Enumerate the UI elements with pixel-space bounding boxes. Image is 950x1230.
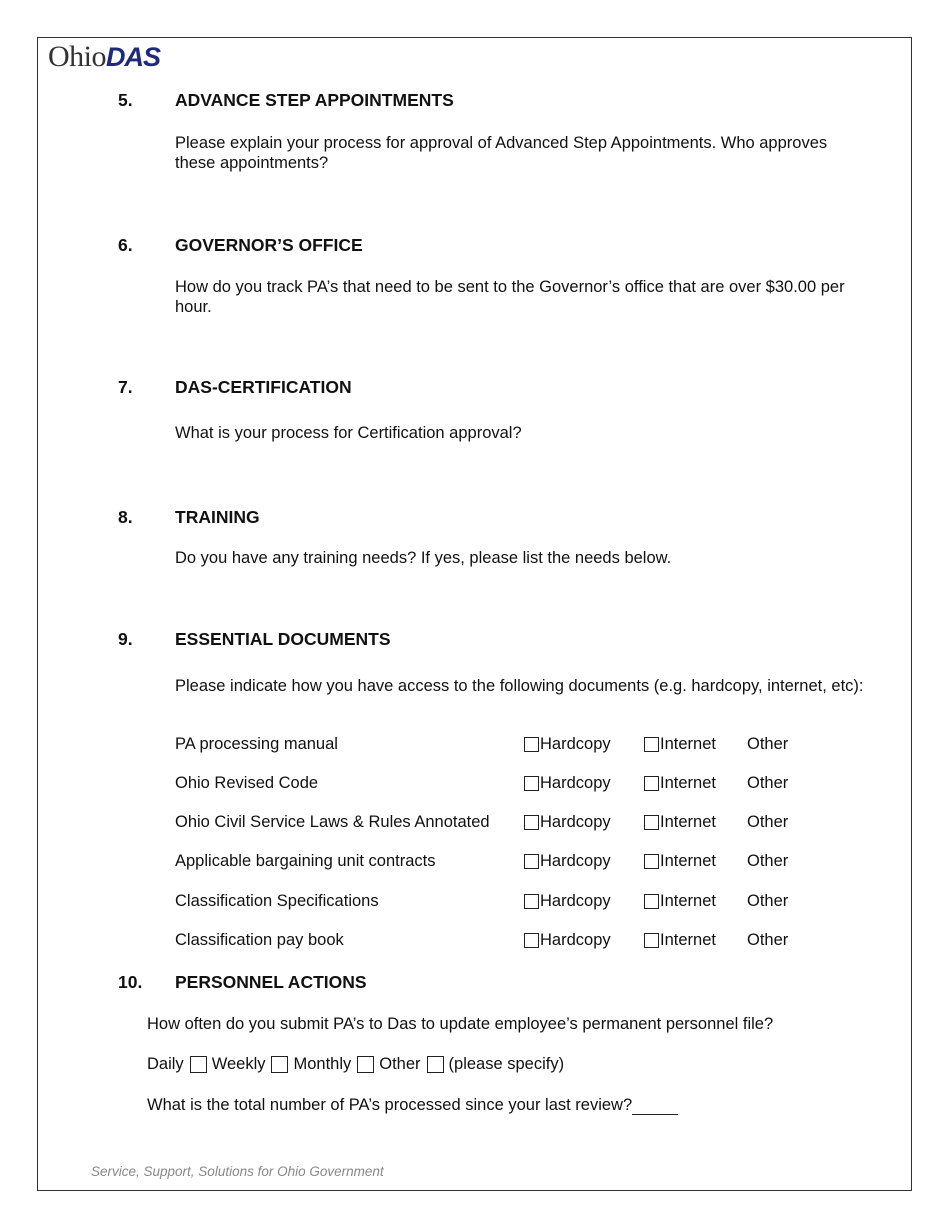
- ohio-das-logo: [48, 40, 161, 73]
- internet-label: Internet: [660, 735, 716, 753]
- section-7-number: 7.: [118, 377, 133, 397]
- document-name: Classification Specifications: [175, 892, 379, 910]
- logo-das-text: DAS: [106, 42, 161, 72]
- section-5-heading: ADVANCE STEP APPOINTMENTS: [175, 90, 454, 110]
- hardcopy-label: Hardcopy: [540, 892, 611, 910]
- hardcopy-label: Hardcopy: [540, 735, 611, 753]
- internet-checkbox[interactable]: [644, 776, 659, 791]
- internet-checkbox[interactable]: [644, 854, 659, 869]
- other-label: Other: [747, 774, 789, 792]
- hardcopy-label: Hardcopy: [540, 774, 611, 792]
- internet-label: Internet: [660, 852, 716, 870]
- hardcopy-option[interactable]: [524, 851, 611, 871]
- total-pa-question-text: What is the total number of PA’s processed since your last review?: [147, 1096, 633, 1114]
- daily-checkbox[interactable]: [190, 1056, 207, 1073]
- section-7-text: What is your process for Certification approval?: [175, 424, 522, 442]
- hardcopy-option[interactable]: [524, 734, 611, 754]
- total-pa-question: [147, 1095, 678, 1115]
- document-name: Classification pay book: [175, 931, 344, 949]
- internet-option[interactable]: [644, 812, 716, 832]
- section-10-number: 10.: [118, 972, 143, 992]
- logo-ohio-text: Ohio: [48, 40, 106, 73]
- internet-checkbox[interactable]: [644, 933, 659, 948]
- internet-label: Internet: [660, 892, 716, 910]
- section-5-text: Please explain your process for approval of Advanced Step Appointments. Who approves these appointments?: [175, 134, 828, 172]
- hardcopy-label: Hardcopy: [540, 813, 611, 831]
- section-6-heading: GOVERNOR’S OFFICE: [175, 235, 363, 255]
- frequency-options: [147, 1054, 564, 1074]
- weekly-checkbox[interactable]: [271, 1056, 288, 1073]
- hardcopy-checkbox[interactable]: [524, 776, 539, 791]
- section-9-heading: ESSENTIAL DOCUMENTS: [175, 629, 391, 649]
- section-10-text: How often do you submit PA’s to Das to update employee’s permanent personnel file?: [147, 1015, 774, 1033]
- hardcopy-checkbox[interactable]: [524, 737, 539, 752]
- internet-option[interactable]: [644, 773, 716, 793]
- monthly-label: Monthly: [293, 1055, 352, 1073]
- internet-checkbox[interactable]: [644, 894, 659, 909]
- section-6-text: How do you track PA’s that need to be sent to the Governor’s office that are over $30.00 per hour.: [175, 278, 845, 316]
- section-9-text: Please indicate how you have access to the following documents (e.g. hardcopy, internet, etc):: [175, 677, 864, 695]
- section-5-number: 5.: [118, 90, 133, 110]
- other-frequency-label: Other: [379, 1055, 421, 1073]
- hardcopy-option[interactable]: [524, 812, 611, 832]
- section-9-number: 9.: [118, 629, 133, 649]
- hardcopy-option[interactable]: [524, 773, 611, 793]
- footer-tagline: Service, Support, Solutions for Ohio Government: [91, 1164, 384, 1179]
- please-specify-label: (please specify): [448, 1055, 565, 1073]
- other-label: Other: [747, 931, 789, 949]
- internet-label: Internet: [660, 931, 716, 949]
- internet-label: Internet: [660, 813, 716, 831]
- section-8-text: Do you have any training needs? If yes, please list the needs below.: [175, 549, 672, 567]
- hardcopy-checkbox[interactable]: [524, 815, 539, 830]
- hardcopy-checkbox[interactable]: [524, 894, 539, 909]
- internet-label: Internet: [660, 774, 716, 792]
- section-8-heading: TRAINING: [175, 507, 260, 527]
- daily-label: Daily: [147, 1055, 184, 1073]
- hardcopy-checkbox[interactable]: [524, 854, 539, 869]
- internet-option[interactable]: [644, 891, 716, 911]
- hardcopy-checkbox[interactable]: [524, 933, 539, 948]
- hardcopy-option[interactable]: [524, 891, 611, 911]
- document-name: Applicable bargaining unit contracts: [175, 852, 436, 870]
- monthly-checkbox[interactable]: [357, 1056, 374, 1073]
- total-pa-answer-blank[interactable]: [632, 1099, 678, 1115]
- hardcopy-label: Hardcopy: [540, 931, 611, 949]
- section-7-heading: DAS-CERTIFICATION: [175, 377, 352, 397]
- section-10-heading: PERSONNEL ACTIONS: [175, 972, 367, 992]
- other-label: Other: [747, 813, 789, 831]
- section-6-number: 6.: [118, 235, 133, 255]
- internet-checkbox[interactable]: [644, 815, 659, 830]
- section-8-number: 8.: [118, 507, 133, 527]
- hardcopy-option[interactable]: [524, 930, 611, 950]
- other-frequency-checkbox[interactable]: [427, 1056, 444, 1073]
- internet-checkbox[interactable]: [644, 737, 659, 752]
- internet-option[interactable]: [644, 851, 716, 871]
- internet-option[interactable]: [644, 734, 716, 754]
- other-label: Other: [747, 852, 789, 870]
- document-name: PA processing manual: [175, 735, 338, 753]
- internet-option[interactable]: [644, 930, 716, 950]
- other-label: Other: [747, 892, 789, 910]
- weekly-label: Weekly: [211, 1055, 266, 1073]
- hardcopy-label: Hardcopy: [540, 852, 611, 870]
- document-name: Ohio Revised Code: [175, 774, 319, 792]
- other-label: Other: [747, 735, 789, 753]
- document-name: Ohio Civil Service Laws & Rules Annotated: [175, 813, 490, 831]
